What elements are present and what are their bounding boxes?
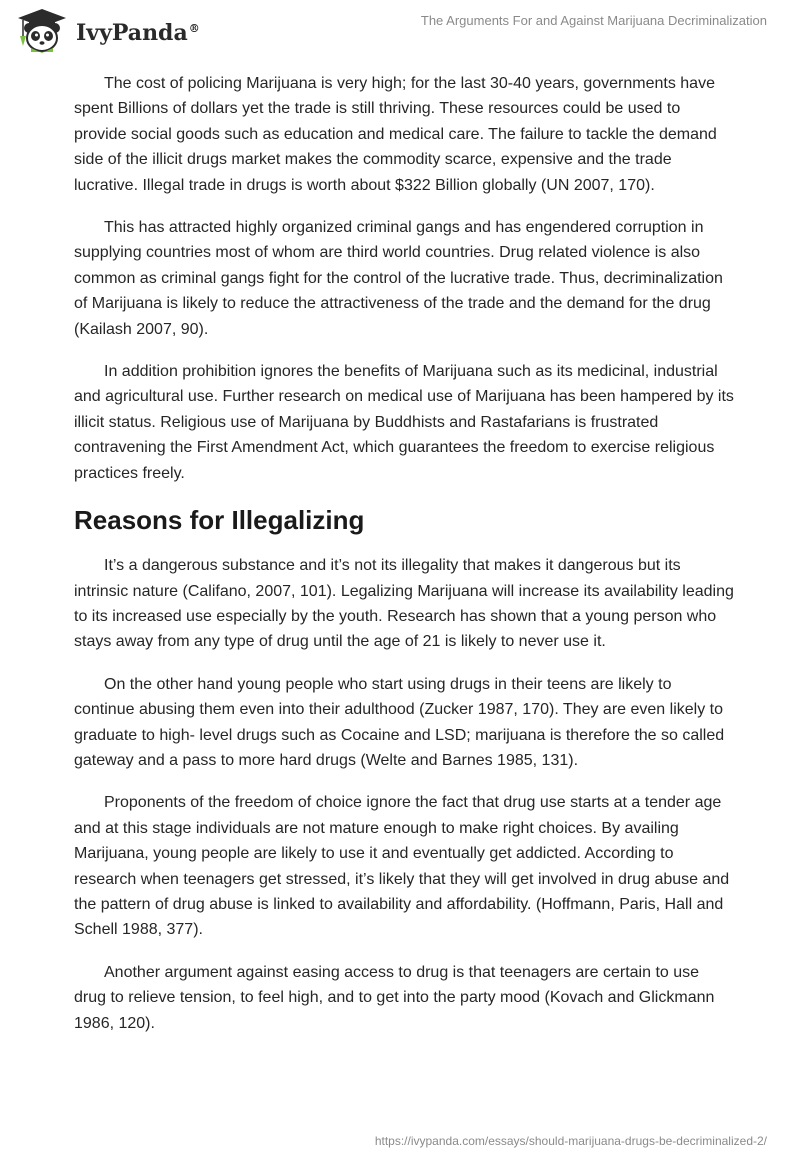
source-url[interactable]: https://ivypanda.com/essays/should-marijuana-drugs-be-decriminalized-2/ (374, 1134, 767, 1148)
section-heading: Reasons for Illegalizing (74, 505, 365, 536)
ivypanda-logo[interactable] (14, 8, 200, 54)
paragraph: In addition prohibition ignores the benefits of Marijuana such as its medicinal, industrial and agricultural use. Further research on medical use of Marijuana has been hampered by its illicit status. Religious use of Marijuana by Buddhists and Rastafarians is frustrated contravening the First Amendment Act, which guarantees the freedom to exercise religious practices freely. (74, 363, 734, 482)
panda-graduate-icon (14, 8, 70, 54)
page-header (0, 0, 800, 60)
logo-text: IvyPanda® (76, 20, 200, 46)
paragraph: Proponents of the freedom of choice ignore the fact that drug use starts at a tender age and at this stage individuals are not mature enough to make right choices. By availing Marijuana, young people are likely to use it and eventually get addicted. According to research when teenagers get stressed, it’s likely that they will get involved in drug abuse and the pattern of drug abuse is linked to availability and affordability. (Hoffmann, Paris, Hall and Schell 1988, 377). (74, 794, 730, 939)
paragraph: Another argument against easing access to drug is that teenagers are certain to use drug to relieve tension, to feel high, and to get into the party mood (Kovach and Glickmann 1986, 120). (74, 963, 715, 1032)
paragraph: The cost of policing Marijuana is very high; for the last 30-40 years, governments have spent Billions of dollars yet the trade is still thriving. These resources could be used to provide social goods such as education and medical care. The failure to tackle the demand side of the illicit drugs market makes the commodity scarce, expensive and the trade lucrative. Illegal trade in drugs is worth about $322 Billion globally (UN 2007, 170). (74, 75, 717, 194)
paragraph: On the other hand young people who start using drugs in their teens are likely to continue abusing them even into their adulthood (Zucker 1987, 170). They are even likely to graduate to high- level drugs such as Cocaine and LSD; marijuana is therefore the so called gateway and a pass to more hard drugs (Welte and Barnes 1985, 131). (74, 675, 725, 769)
paragraph: It’s a dangerous substance and it’s not its illegality that makes it dangerous but its intrinsic nature (Califano, 2007, 101). Legalizing Marijuana will increase its availability leading to its increased use especially by the youth. Research has shown that a young person who stays away from any type of drug until the age of 21 is likely to never use it. (74, 557, 734, 651)
document-title: The Arguments For and Against Marijuana Decriminalization (420, 13, 767, 28)
essay-content (74, 71, 734, 1053)
paragraph: This has attracted highly organized criminal gangs and has engendered corruption in supplying countries most of whom are third world countries. Drug related violence is also common as criminal gangs fight for the control of the lucrative trade. Thus, decriminalization of Marijuana is likely to reduce the attractiveness of the trade and the demand for the drug (Kailash 2007, 90). (74, 219, 723, 338)
